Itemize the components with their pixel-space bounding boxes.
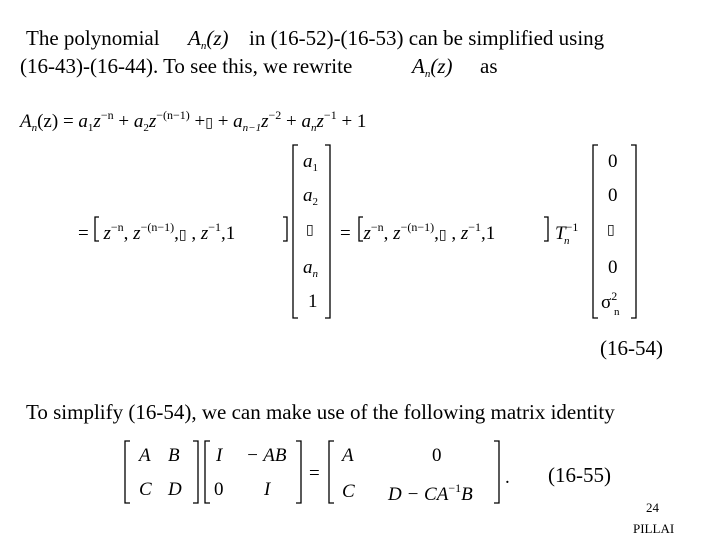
eq-label-16-54: (16-54) — [600, 336, 663, 360]
eq54-plus-1: + — [118, 111, 130, 132]
rv2-z3-sup: −1 — [468, 220, 481, 234]
eq54-lhs-arg: (z) — [37, 111, 59, 132]
rv1-z2: z — [133, 223, 141, 244]
m3-zero: 0 — [432, 445, 442, 466]
sigma-sub: n — [614, 306, 620, 318]
eq54-t2-a: a — [133, 111, 144, 132]
eq54-t-z-sup: −n — [100, 108, 114, 122]
m3-D-CA-B — [388, 482, 473, 504]
m2-zero: 0 — [214, 479, 224, 500]
m2-neg-AB: − AB — [246, 445, 287, 466]
rhs-zero-2: 0 — [608, 185, 618, 206]
m3-left-bracket — [329, 441, 334, 503]
rv2-z1: z — [363, 223, 371, 244]
m1-D: D — [168, 479, 182, 500]
missing-glyph-icon: ▯ — [178, 227, 187, 243]
coef-one: 1 — [308, 291, 318, 312]
rhs-col-right-bracket — [631, 145, 636, 318]
m1-left-bracket — [125, 441, 130, 503]
coef-a2-sub: 2 — [312, 196, 318, 208]
author-name: PILLAI — [633, 521, 675, 536]
eq54-t5-one: 1 — [356, 111, 367, 132]
eq54-t3-z-sup: −2 — [268, 108, 282, 122]
rv1-z3-sup: −1 — [208, 220, 221, 234]
eq54-t2-z: z — [148, 111, 157, 132]
poly-letter-2: A — [412, 54, 425, 78]
intro-text-2b: as — [480, 54, 498, 78]
sigma-sup: 2 — [611, 289, 618, 303]
m3-right-bracket — [494, 441, 499, 503]
eq54-t4-a: a — [301, 111, 312, 132]
rhs-zero-1: 0 — [608, 151, 618, 172]
rv2-z1-sup: −n — [370, 220, 384, 234]
poly-sub-2: n — [424, 68, 431, 80]
rv2-z3: z — [460, 223, 469, 244]
simplify-text: To simplify (16-54), we can make use of the following matrix identity — [26, 400, 615, 424]
coef-a1-letter: a — [303, 151, 313, 172]
missing-glyph-icon: ▯ — [306, 222, 314, 238]
eq54-t3-a-sub: n−1 — [242, 122, 262, 134]
rv1-z3: z — [200, 223, 209, 244]
eq54-plus-4: + — [286, 111, 297, 132]
coef-a1 — [303, 152, 318, 174]
coef-an-letter: a — [303, 257, 313, 278]
coef-a2 — [303, 186, 318, 208]
eq54-t-z: z — [93, 111, 101, 132]
eq55-equals: = — [309, 463, 320, 484]
rv1-one: 1 — [225, 223, 236, 244]
missing-glyph-icon: ▯ — [438, 227, 447, 243]
eq54-row2-equals: = — [340, 223, 351, 244]
eq54-lhs: A — [20, 111, 32, 132]
m3-d-ca: D − CA — [388, 484, 449, 505]
eq54-t4-a-sub: n — [311, 122, 317, 134]
intro-text-2a: (16-43)-(16-44). To see this, we rewrite — [20, 54, 353, 78]
eq54-plus-5: + — [341, 111, 353, 132]
intro-text-1b: in (16-52)-(16-53) can be simplified using — [249, 26, 605, 50]
m2-right-bracket — [296, 441, 301, 503]
rhs-col-left-bracket — [593, 145, 598, 318]
transform-letter: T — [555, 223, 566, 244]
row-vec-2-right-bracket — [544, 217, 548, 241]
poly-letter: A — [188, 26, 201, 50]
eq54-plus-3: + — [217, 111, 229, 132]
m1-B: B — [168, 445, 180, 466]
eq54-t3-a: a — [233, 111, 243, 132]
eq54-row1-equals: = — [78, 223, 89, 244]
coef-an — [303, 258, 318, 280]
coef-an-sub: n — [312, 268, 318, 280]
coef-col-left-bracket — [293, 145, 298, 318]
poly-sub: n — [200, 40, 207, 52]
coef-a1-sub: 1 — [312, 162, 318, 174]
rv2-z2: z — [393, 223, 401, 244]
eq54-t2-z-sup: −(n−1) — [156, 108, 190, 122]
m1-A: A — [139, 445, 151, 466]
coef-col-right-bracket — [325, 145, 330, 318]
m3-A: A — [342, 445, 354, 466]
m1-right-bracket — [193, 441, 198, 503]
eq54-equals: = — [62, 111, 74, 132]
intro-text-1a: The polynomial — [26, 26, 160, 50]
m3-inv-sup: −1 — [448, 481, 462, 495]
m2-left-bracket — [205, 441, 210, 503]
eq55-period: . — [505, 467, 510, 488]
eq54-plus-2: + — [194, 111, 206, 132]
eq54-t4-z: z — [316, 111, 324, 132]
eq54-t-a-sub: 1 — [87, 122, 94, 134]
eq54-t4-z-sup: −1 — [323, 108, 337, 122]
eq54-t-a: a — [78, 111, 88, 132]
row-vec-1-right-bracket — [283, 217, 287, 241]
eq54-t2-a-sub: 2 — [143, 122, 149, 134]
missing-glyph-icon: ▯ — [607, 222, 615, 238]
eq54-row-1: = $z^{-n}$, $z^{-(n-1)},▯$ , $z^{-1},1$ — [78, 220, 236, 244]
missing-glyph-icon: ▯ — [205, 115, 213, 131]
m1-C: C — [139, 479, 152, 500]
rv1-z2-sup: −(n−1) — [140, 220, 175, 234]
transform-sub: n — [564, 235, 570, 247]
eq54-lhs-sub: n — [31, 122, 38, 134]
m3-C: C — [342, 481, 355, 502]
poly-arg-2: (z) — [430, 54, 453, 78]
page-number: 24 — [646, 500, 659, 515]
poly-arg: (z) — [206, 26, 229, 50]
rhs-zero-3: 0 — [608, 257, 618, 278]
rv2-z2-sup: −(n−1) — [400, 220, 435, 234]
m2-I-2: I — [264, 479, 271, 500]
coef-a2-letter: a — [303, 185, 313, 206]
m2-I: I — [216, 445, 223, 466]
sigma-symbol: σ — [601, 292, 612, 313]
transform-sup: −1 — [565, 220, 579, 234]
rv1-z1-sup: −n — [110, 220, 124, 234]
m3-b: B — [461, 484, 473, 505]
eq54-t3-z: z — [261, 111, 269, 132]
eq-label-16-55: (16-55) — [548, 463, 611, 487]
rv2-one: 1 — [485, 223, 496, 244]
eq54-row-2: = $z^{-n}$, $z^{-(n-1)},▯$ , $z^{-1},1$ — [340, 220, 496, 244]
rv1-z1: z — [103, 223, 111, 244]
